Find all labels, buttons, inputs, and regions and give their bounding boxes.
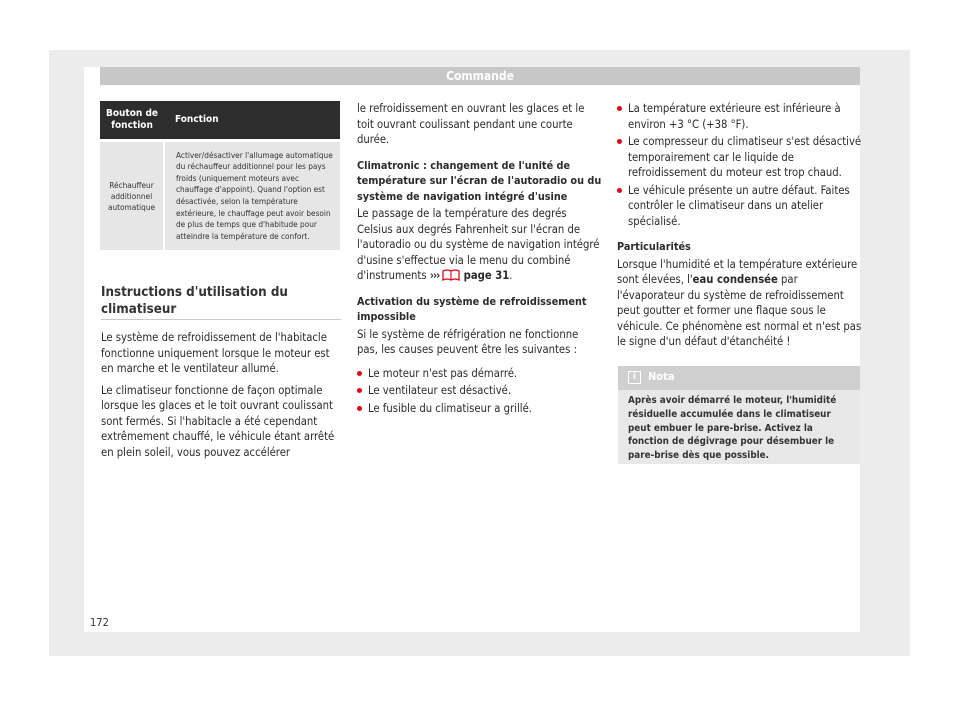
nota-box: [618, 366, 860, 464]
table-cell-function: Activer/désactiver l'allumage automatique du réchauffeur additionnel pour les pays froids (uniquement moteurs avec chauffage d'appoint). Quand l'option est désactivée, selon la température extérieure, le chauffage peut avoir besoin de plus de temps que d'habitude pour atteindre la température de confort.: [164, 142, 340, 250]
list-item: Le ventilateur est désactivé.: [357, 383, 602, 399]
list-item: Le compresseur du climatiseur s'est désactivé temporairement car le liquide de refroidissement du moteur est trop chaud.: [617, 134, 862, 181]
paragraph-climatronic: [357, 206, 602, 284]
nota-text: Après avoir démarré le moteur, l'humidité résiduelle accumulée dans le climatiseur peut embuer le pare-brise. Activez la fonction de dégivrage pour désembuer le pare-brise dès que possible.: [628, 395, 837, 462]
subheading-activation: Activation du système de refroidissement impossible: [357, 294, 587, 323]
list-item: Le fusible du climatiseur a grillé.: [357, 401, 602, 417]
reference-arrows: ›››: [429, 269, 440, 282]
subheading-climatronic: Climatronic : changement de l'unité de température sur l'écran de l'autoradio ou du système de navigation intégré d'usine: [357, 158, 602, 203]
section-title: Instructions d'utilisation du climatiseur: [101, 285, 288, 317]
punctuation: .: [509, 269, 513, 282]
page-number: 172: [90, 616, 109, 629]
list-item: Le moteur n'est pas démarré.: [357, 366, 602, 382]
column-3: [617, 101, 862, 356]
paragraph-particularites: [617, 257, 862, 350]
list-item: La température extérieure est inférieure à environ +3 °C (+38 °F).: [617, 101, 862, 132]
paragraph: Le système de refroidissement de l'habitacle fonctionne uniquement lorsque le moteur est en marche et le ventilateur allumé.: [101, 331, 330, 375]
nota-title: Nota: [648, 370, 675, 383]
column-2: [357, 101, 602, 418]
book-icon: [442, 269, 460, 281]
paragraph-activation: Si le système de réfrigération ne fonctionne pas, les causes peuvent être les suivantes :: [357, 327, 579, 356]
paragraph: Le climatiseur fonctionne de façon optimale lorsque les glaces et le toit ouvrant coulissant sont fermés. Si l'habitacle a été cependant extrêmement chauffé, le véhicule étant arrêté en plein soleil, vous pouvez accélérer: [101, 383, 335, 459]
column-header-function: Fonction: [164, 101, 340, 139]
nota-header: [618, 366, 860, 390]
bold-term: eau condensée: [692, 273, 778, 286]
info-icon: i: [628, 371, 641, 384]
list-item: Le véhicule présente un autre défaut. Faites contrôler le climatiseur dans un atelier spécialisé.: [617, 183, 862, 230]
subheading-particularites: Particularités: [617, 240, 691, 253]
paragraph-text: Le passage de la température des degrés Celsius aux degrés Fahrenheit sur l'écran de l'autoradio ou du système de navigation intégré d'usine s'effectue via le menu du combiné d'instruments: [357, 207, 600, 282]
page-header: Commande: [100, 67, 860, 85]
section-divider: [101, 319, 341, 320]
paragraph: le refroidissement en ouvrant les glaces et le toit ouvrant coulissant pendant une courte durée.: [357, 102, 585, 146]
paragraph-text: par l'évaporateur du système de refroidissement peut goutter et former une flaque sous le véhicule. Ce phénomène est normal et n'est pas le signe d'un défaut d'étanchéité !: [617, 273, 862, 348]
function-table: [100, 101, 340, 250]
paragraph-text: Lorsque l'humidité et la température extérieure sont élevées, l': [617, 257, 858, 286]
page-reference-link[interactable]: page 31: [463, 269, 510, 282]
column-header-button: Bouton de fonction: [100, 101, 164, 139]
table-header-row: [100, 101, 340, 139]
column-1: [101, 330, 341, 466]
table-cell-button: Réchauffeur additionnel automatique: [100, 142, 164, 250]
table-row: [100, 142, 340, 250]
